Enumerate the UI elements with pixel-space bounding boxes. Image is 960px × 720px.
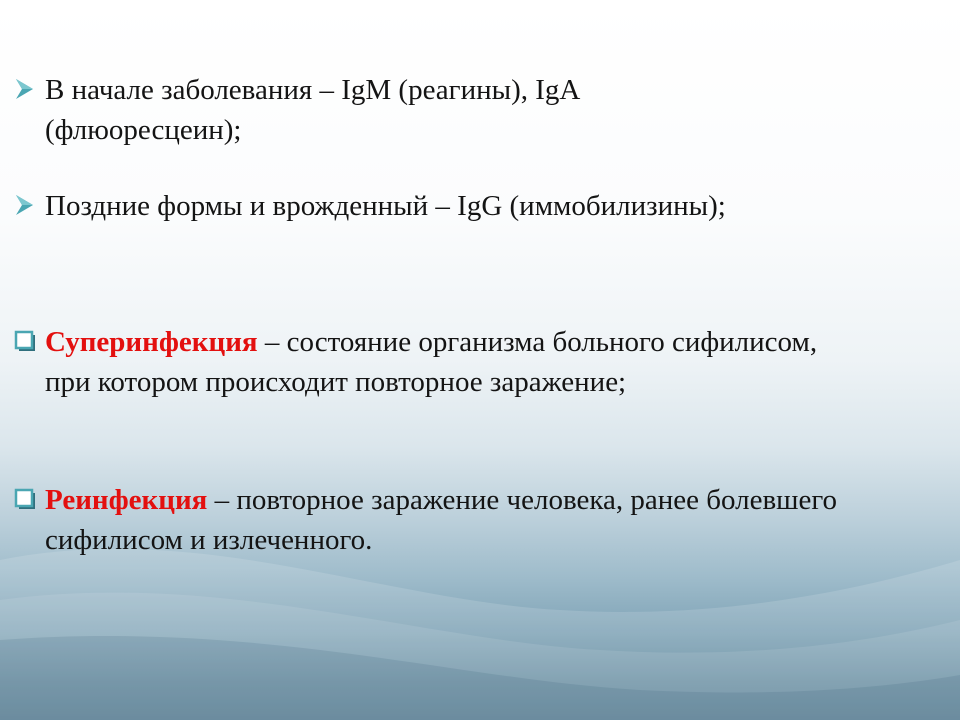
- bullet-item-text: В начале заболевания – IgM (реагины), IgA (флюоресцеин);: [45, 74, 579, 146]
- bullet-item-late-forms: [45, 186, 925, 226]
- arrowhead-bullet-icon: [13, 74, 37, 104]
- bullet-item-superinfection: [45, 322, 865, 402]
- term-reinfection: Реинфекция: [45, 484, 208, 516]
- arrowhead-bullet-icon: [13, 190, 37, 220]
- bullet-item-text: Поздние формы и врожденный – IgG (иммобилизины);: [45, 190, 726, 222]
- definition-text: – повторное заражение человека, ранее болевшего сифилисом и излеченного.: [45, 484, 838, 556]
- bullet-item-early-disease: [45, 70, 745, 150]
- term-superinfection: Суперинфекция: [45, 326, 258, 358]
- bullet-item-reinfection: [45, 480, 875, 560]
- square-bullet-icon: [13, 326, 37, 356]
- square-bullet-icon: [13, 484, 37, 514]
- definition-text: – состояние организма больного сифилисом, при котором происходит повторное заражение;: [45, 326, 818, 398]
